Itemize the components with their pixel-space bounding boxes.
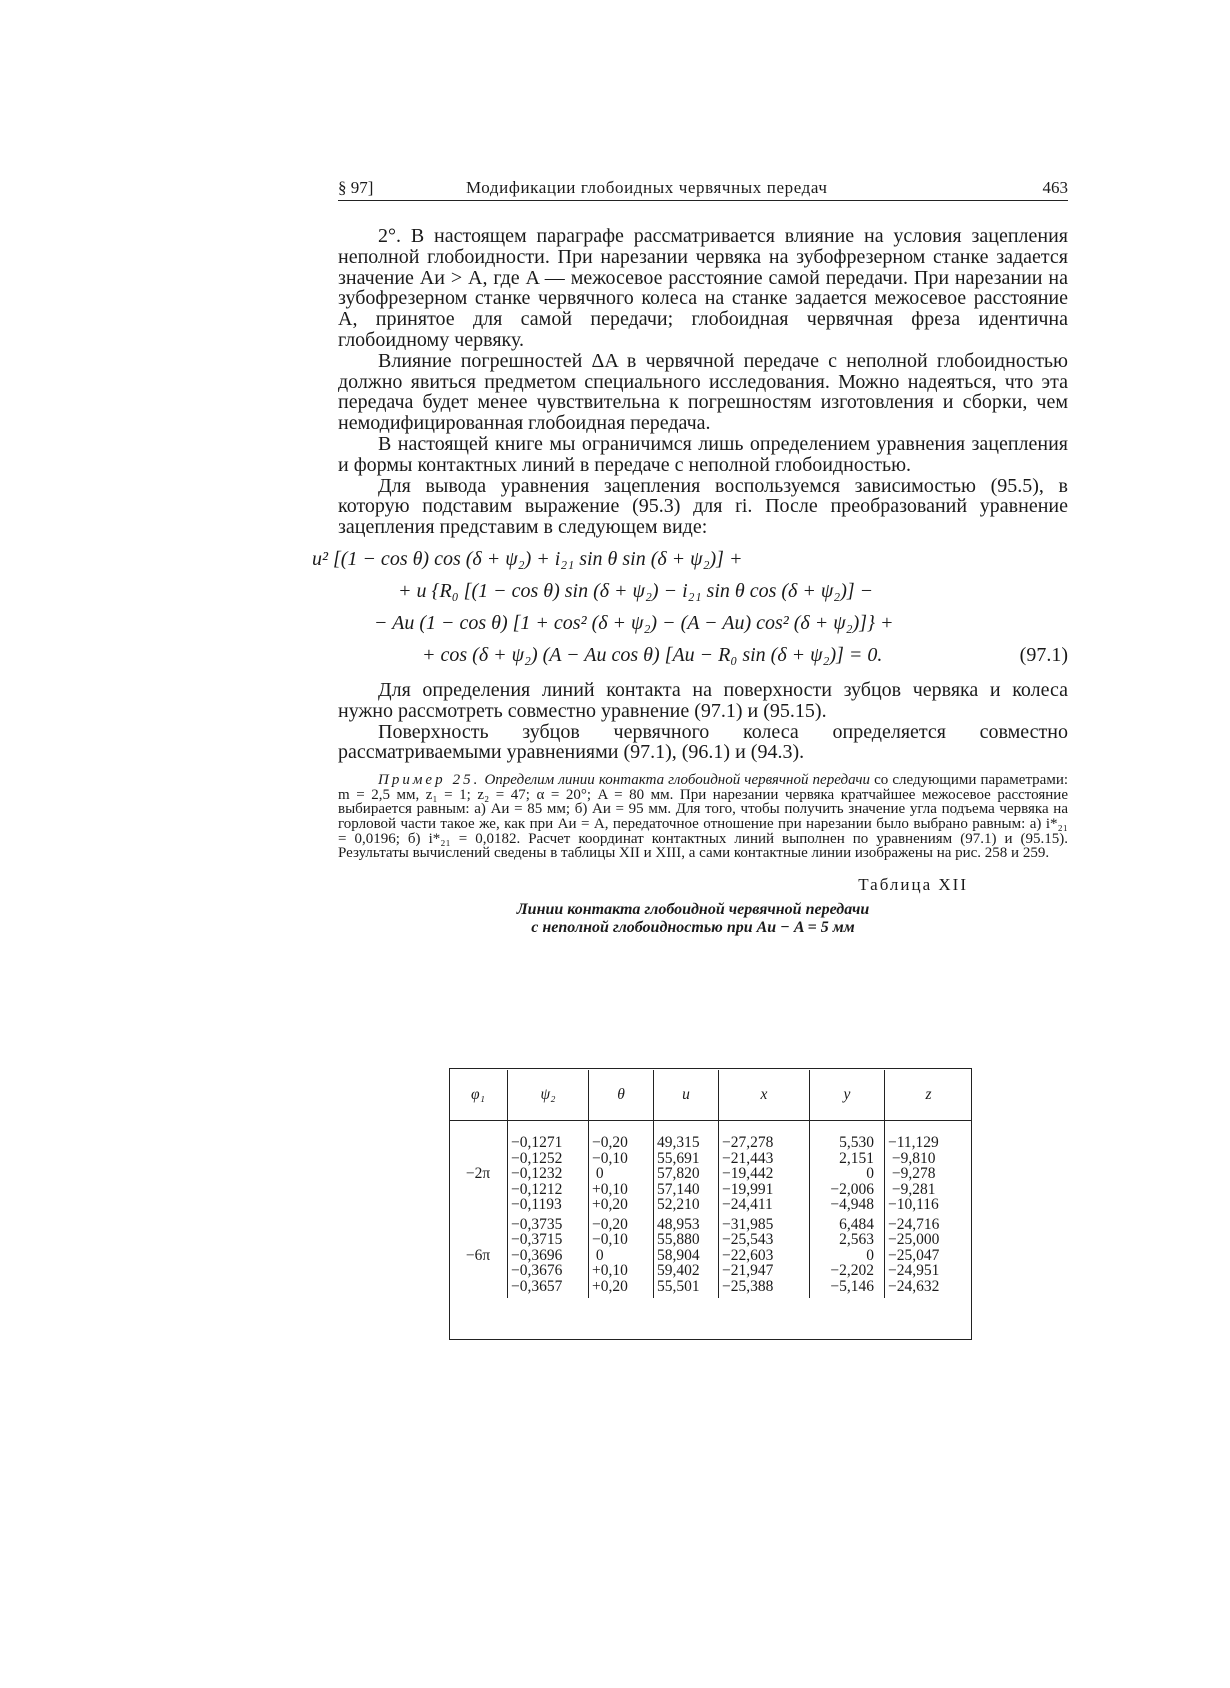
contact-lines-table: [449, 1070, 972, 1298]
table-title-line: Линии контакта глобоидной червячной передачи: [516, 900, 870, 918]
table-row: [449, 1121, 972, 1213]
cell-psi2: −0,1271 −0,1252 −0,1232 −0,1212 −0,1193: [508, 1121, 589, 1213]
header-theta: θ: [589, 1070, 654, 1121]
running-title: Модификации глобоидных червячных передач: [466, 178, 828, 197]
paragraph: Для вывода уравнения зацепления воспользуемся зависимостью (95.5), в которую подставим выражение (95.3) для ri. После преобразований уравнение зацепления представим в следующем виде:: [338, 474, 1068, 539]
example-italic: Определим линии контакта глобоидной червячной передачи: [484, 772, 871, 789]
table-label: Таблица XII: [858, 874, 968, 894]
paragraph: В настоящей книге мы ограничимся лишь определением уравнения зацепления и формы контактных линий в передаче с неполной глобоидностью.: [338, 432, 1068, 476]
equation-number: (97.1): [1019, 643, 1068, 666]
table-row: [449, 1213, 972, 1299]
cell-phi1: −2π: [465, 1165, 491, 1182]
header-phi1: φ₁: [449, 1070, 508, 1121]
cell-z: −11,129 −9,810 −9,278 −9,281 −10,116: [885, 1121, 973, 1213]
cell-x: −31,985 −25,543 −22,603 −21,947 −25,388: [719, 1213, 810, 1299]
section-number: § 97]: [338, 178, 374, 197]
page-body: [312, 225, 1069, 937]
example-25: [338, 773, 1068, 861]
example-text: со следующими параметрами: m = 2,5 мм, z₁ = 1; z₂ = 47; α = 20°; A = 80 мм. При нарезании червяка кратчайшее межосевое расстояние выбирается равным: а) Aи = 85 мм; б) Aи = 95 мм. Для того, чтобы получить значение угла подъема червяка на горловой части такое же, как при Aи = A, передаточное отношение при нарезании было выбрано равным: а) i*₂₁ = 0,0196; б) i*₂₁ = 0,0182. Расчет координат контактных линий выполнен по уравнениям (97.1) и (95.15). Результаты вычислений сведены в таблицы XII и XIII, а сами контактные линии изображены на рис. 258 и 259.: [338, 772, 1069, 862]
cell-y: 5,530 2,151 0 −2,006 −4,948: [810, 1121, 885, 1213]
header-y: y: [810, 1070, 885, 1121]
equation-line: + cos (δ + ψ₂) (A − Aи cos θ) [Aи − R₀ sin (δ + ψ₂)] = 0.: [422, 643, 883, 666]
cell-y: 6,484 2,563 0 −2,202 −5,146: [810, 1213, 885, 1299]
header-x: x: [719, 1070, 810, 1121]
table-header-row: [449, 1070, 972, 1121]
cell-theta: −0,20 −0,10 0 +0,10 +0,20: [589, 1213, 654, 1299]
table-title: [318, 901, 1068, 937]
header-psi2: ψ₂: [508, 1070, 589, 1121]
header-u: u: [654, 1070, 719, 1121]
running-header: [338, 178, 1068, 201]
cell-psi2: −0,3735 −0,3715 −0,3696 −0,3676 −0,3657: [508, 1213, 589, 1299]
equation-97-1: [312, 544, 1068, 672]
cell-phi1: −6π: [465, 1246, 491, 1264]
equation-line: + u {R₀ [(1 − cos θ) sin (δ + ψ₂) − i₂₁ sin θ cos (δ + ψ₂)] −: [398, 579, 874, 602]
paragraph: 2°. В настоящем параграфе рассматривается влияние на условия зацепления неполной глобоидности. При нарезании червяка на зубофрезерном станке задается значение Aи > A, где A — межосевое расстояние самой передачи. При нарезании на зубофрезерном станке червячного колеса на станке задается межосевое расстояние A, принятое для самой передачи; глобоидная червячная фреза идентична глобоидному червяку.: [338, 225, 1068, 351]
paragraph: Для определения линий контакта на поверхности зубцов червяка и колеса нужно рассмотреть совместно уравнение (97.1) и (95.15).: [338, 678, 1068, 722]
table-title-line: с неполной глобоидностью при Aи − A = 5 мм: [531, 918, 855, 936]
header-z: z: [885, 1070, 973, 1121]
cell-theta: −0,20 −0,10 0 +0,10 +0,20: [589, 1121, 654, 1213]
example-lead: Пример 25.: [378, 772, 481, 789]
page-number: 463: [1042, 178, 1068, 197]
cell-z: −24,716 −25,000 −25,047 −24,951 −24,632: [885, 1213, 973, 1299]
paragraph: Поверхность зубцов червячного колеса определяется совместно рассматриваемыми уравнениями (97.1), (96.1) и (94.3).: [338, 720, 1068, 764]
cell-u: 48,953 55,880 58,904 59,402 55,501: [654, 1213, 719, 1299]
cell-x: −27,278 −21,443 −19,442 −19,991 −24,411: [719, 1121, 810, 1213]
paragraph: Влияние погрешностей ΔA в червячной передаче с неполной глобоидностью должно явиться предметом специального исследования. Можно надеяться, что эта передача будет менее чувствительна к погрешностям изготовления и сборки, чем немодифицированная глобоидная передача.: [338, 349, 1068, 435]
equation-line: − Aи (1 − cos θ) [1 + cos² (δ + ψ₂) − (A − Aи) cos² (δ + ψ₂)]} +: [374, 611, 894, 634]
equation-line: u² [(1 − cos θ) cos (δ + ψ₂) + i₂₁ sin θ sin (δ + ψ₂)] +: [312, 547, 743, 570]
cell-u: 49,315 55,691 57,820 57,140 52,210: [654, 1121, 719, 1213]
